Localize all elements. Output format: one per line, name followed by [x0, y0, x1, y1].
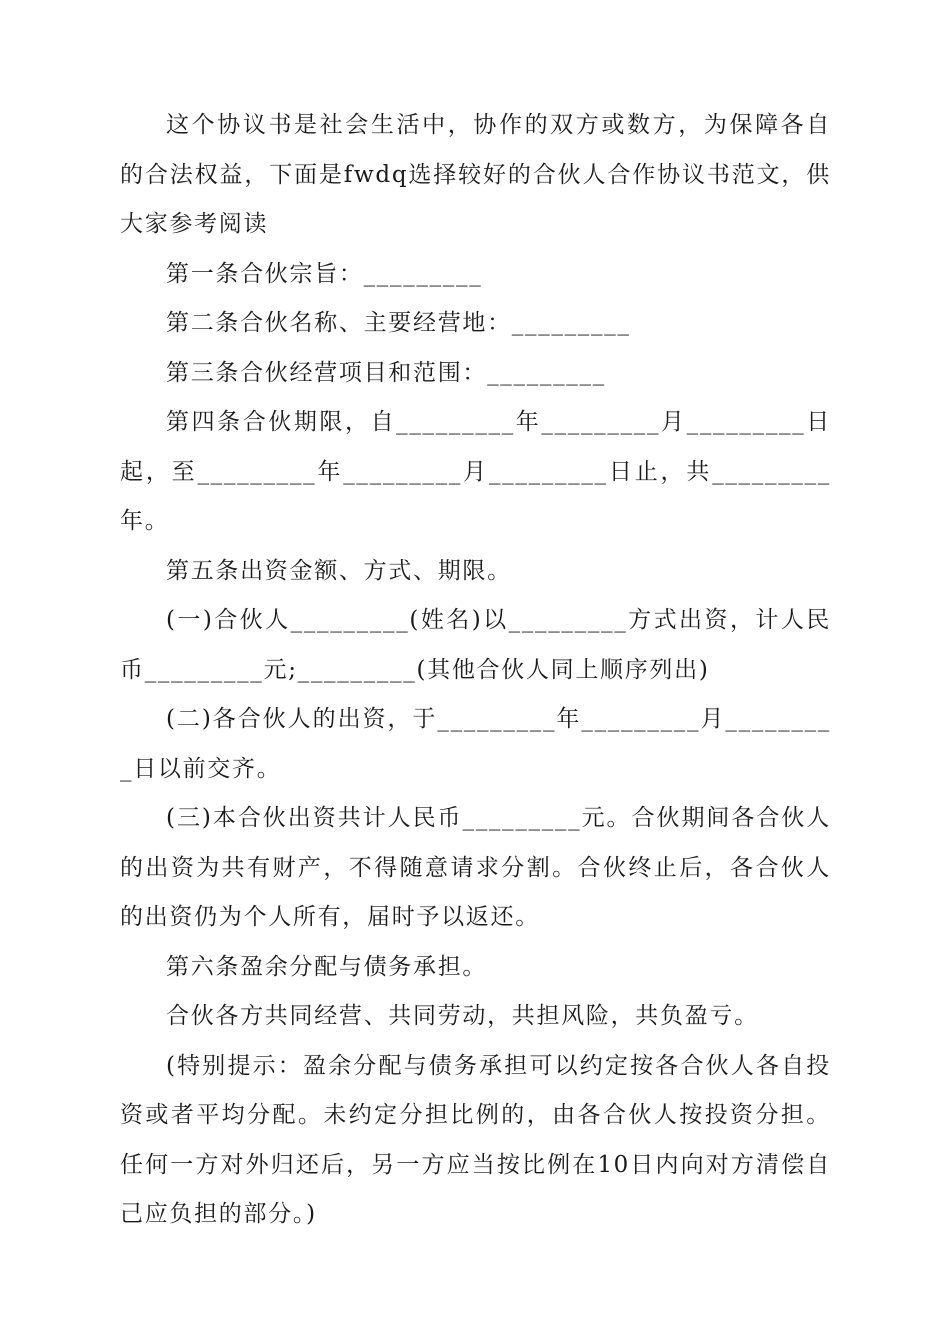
article-5-clause-3: (三)本合伙出资共计人民币_________元。合伙期间各合伙人的出资为共有财产，不得随意请求分割。合伙终止后，各合伙人的出资仍为个人所有，届时予以返还。 — [120, 805, 831, 930]
article-4-term: 第四条合伙期限，自_________年_________月_________日起，至_________年_________月_________日止，共_________年。 — [120, 409, 831, 534]
document-body — [120, 101, 831, 1240]
intro-paragraph: 这个协议书是社会生活中，协作的双方或数方，为保障各自的合法权益，下面是fwdq选择较好的合伙人合作协议书范文，供大家参考阅读 — [120, 112, 831, 237]
article-5-clause-2: (二)各合伙人的出资，于_________年_________月_________日以前交齐。 — [120, 706, 831, 782]
article-5-clause-1: (一)合伙人_________(姓名)以_________方式出资，计人民币_________元;_________(其他合伙人同上顺序列出) — [120, 607, 831, 683]
article-3-scope: 第三条合伙经营项目和范围：_________ — [166, 359, 606, 386]
article-6-note: (特别提示：盈余分配与债务承担可以约定按各合伙人各自投资或者平均分配。未约定分担比例的，由各合伙人按投资分担。任何一方对外归还后，另一方应当按比例在10日内向对方清偿自己应负担的部分。) — [120, 1052, 831, 1227]
article-1-purpose: 第一条合伙宗旨：_________ — [166, 260, 483, 287]
article-6-body: 合伙各方共同经营、共同劳动，共担风险，共负盈亏。 — [166, 1003, 759, 1029]
article-2-name-location: 第二条合伙名称、主要经营地：_________ — [166, 310, 631, 336]
article-6-heading: 第六条盈余分配与债务承担。 — [166, 953, 488, 980]
article-5-heading: 第五条出资金额、方式、期限。 — [166, 557, 512, 584]
